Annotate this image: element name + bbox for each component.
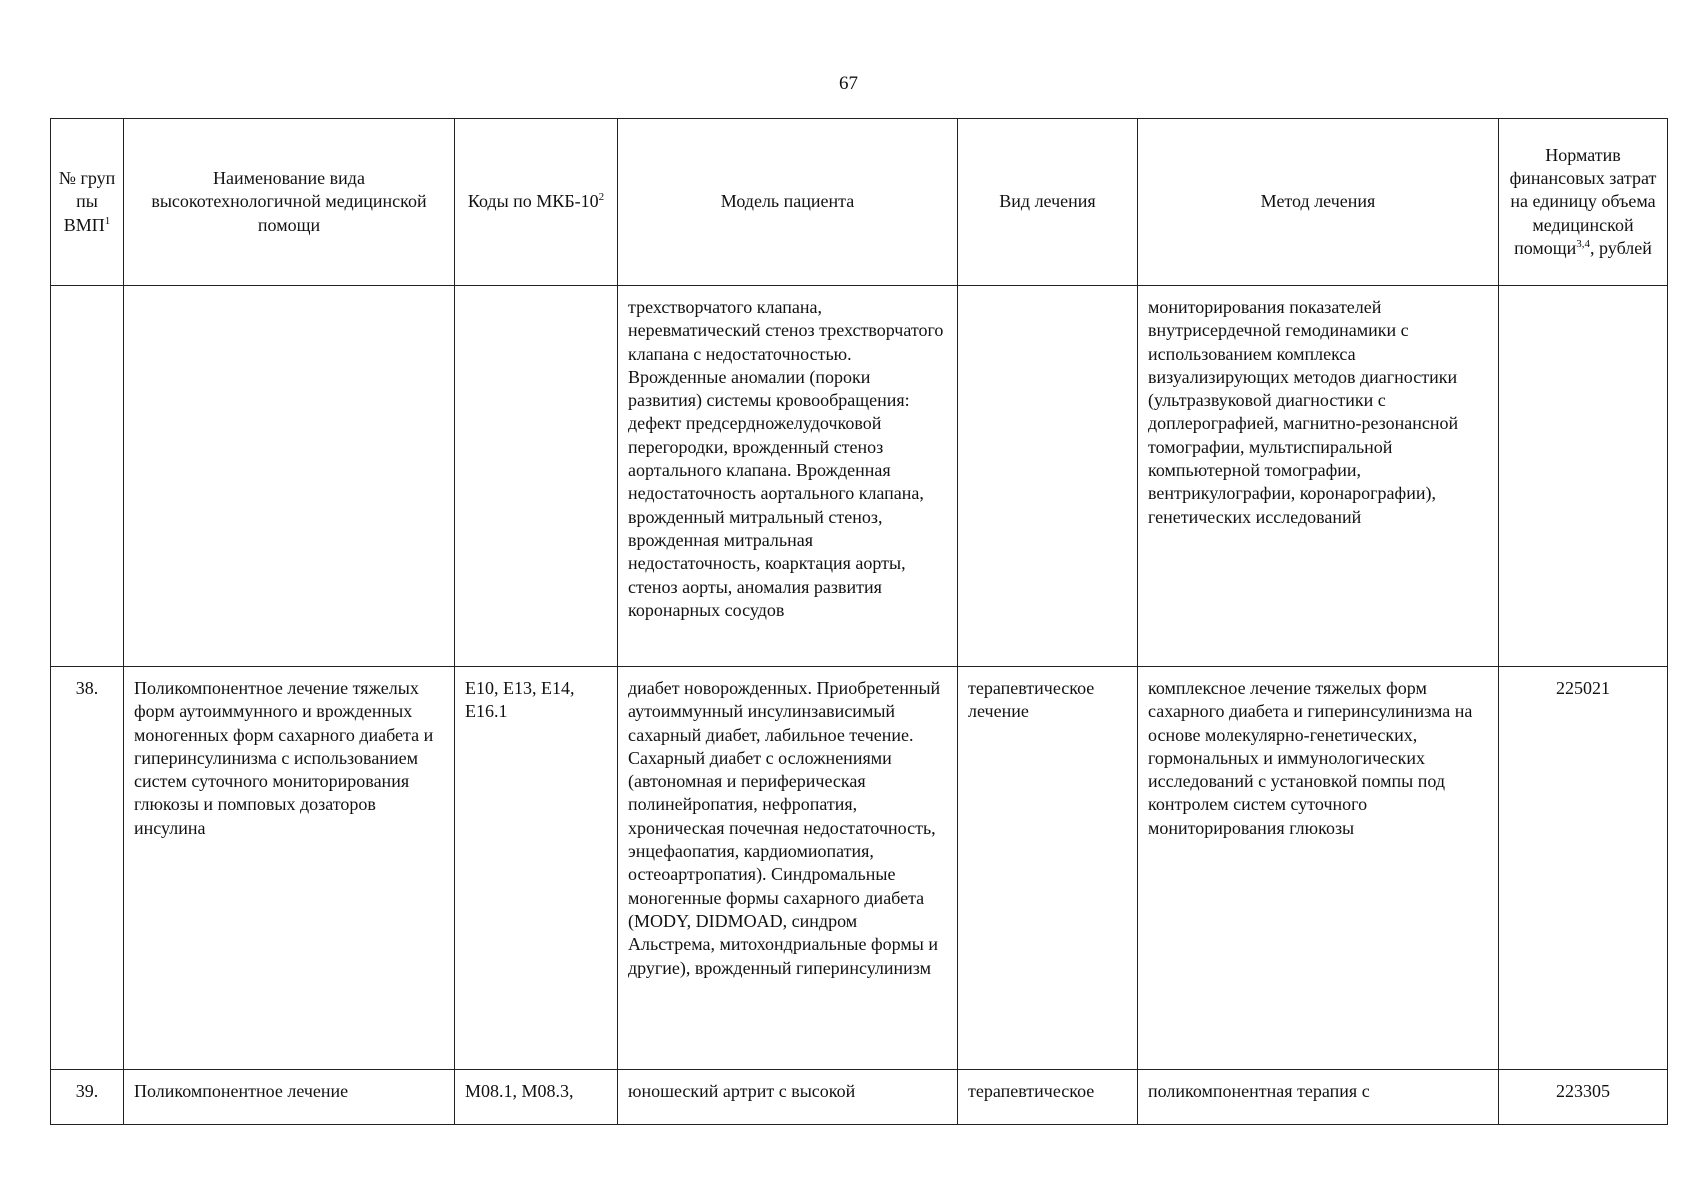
header-treatment-method: Метод лечения	[1138, 119, 1499, 286]
cell-icd-codes: M08.1, M08.3,	[455, 1070, 618, 1125]
cell-care-type: Поликомпонентное лечение	[124, 1070, 455, 1125]
cell-treatment-method: поликомпонентная терапия с	[1138, 1070, 1499, 1125]
cell-care-type	[124, 286, 455, 667]
cell-treatment-type	[958, 286, 1138, 667]
cell-cost: 223305	[1499, 1070, 1668, 1125]
cell-group: 39.	[51, 1070, 124, 1125]
cell-group: 38.	[51, 667, 124, 1070]
cell-patient-model: трехстворчатого клапана, неревматический стеноз трехстворчатого клапана с недостаточностью. Врожденные аномалии (пороки развития) системы кровообращения: дефект предсердножелудочковой перегородки, врожденный стеноз аортального клапана. Врожденная недостаточность аортального клапана, врожденный митральный стеноз, врожденная митральная недостаточность, коарктация аорты, стеноз аорты, аномалия развития коронарных сосудов	[618, 286, 958, 667]
cell-treatment-method: комплексное лечение тяжелых форм сахарного диабета и гиперинсулинизма на основе молекулярно-генетических, гормональных и иммунологических исследований с установкой помпы под контролем систем суточного мониторирования глюкозы	[1138, 667, 1499, 1070]
cell-treatment-type: терапевтическое	[958, 1070, 1138, 1125]
cell-cost	[1499, 286, 1668, 667]
header-treatment-type: Вид лечения	[958, 119, 1138, 286]
cell-group	[51, 286, 124, 667]
header-care-type: Наименование вида высокотехнологичной медицинской помощи	[124, 119, 455, 286]
table-header-row	[51, 119, 1668, 286]
header-cost-norm: Норматив финансовых затрат на единицу объема медицинской помощи$^{3,4}$, рублей	[1499, 119, 1668, 286]
table-row	[51, 667, 1668, 1070]
table-row	[51, 286, 1668, 667]
header-icd-codes: Коды по МКБ-$10^2$	[455, 119, 618, 286]
cell-patient-model: диабет новорожденных. Приобретенный аутоиммунный инсулинзависимый сахарный диабет, лабильное течение. Сахарный диабет с осложнениями (автономная и периферическая полинейропатия, нефропатия, хроническая почечная недостаточность, энцефаопатия, кардиомиопатия, остеоартропатия). Синдромальные моногенные формы сахарного диабета (MODY, DIDMOAD, синдром Альстрема, митохондриальные формы и другие), врожденный гиперинсулинизм	[618, 667, 958, 1070]
cell-treatment-type: терапевтическое лечение	[958, 667, 1138, 1070]
cell-care-type: Поликомпонентное лечение тяжелых форм аутоиммунного и врожденных моногенных форм сахарного диабета и гиперинсулинизма с использованием систем суточного мониторирования глюкозы и помповых дозаторов инсулина	[124, 667, 455, 1070]
cell-patient-model: юношеский артрит с высокой	[618, 1070, 958, 1125]
header-patient-model: Модель пациента	[618, 119, 958, 286]
cell-treatment-method: мониторирования показателей внутрисердечной гемодинамики с использованием комплекса визуализирующих методов диагностики (ультразвуковой диагностики с доплерографией, магнитно-резонансной томографии, мультиспиральной компьютерной томографии, вентрикулографии, коронарографии), генетических исследований	[1138, 286, 1499, 667]
page-number: 67	[839, 73, 858, 94]
table-row	[51, 1070, 1668, 1125]
cell-cost: 225021	[1499, 667, 1668, 1070]
cell-icd-codes: E10, E13, E14, E16.1	[455, 667, 618, 1070]
cell-icd-codes	[455, 286, 618, 667]
vmp-table	[50, 118, 1668, 1125]
header-group-number: № груп пы ВМП$^1$	[51, 119, 124, 286]
